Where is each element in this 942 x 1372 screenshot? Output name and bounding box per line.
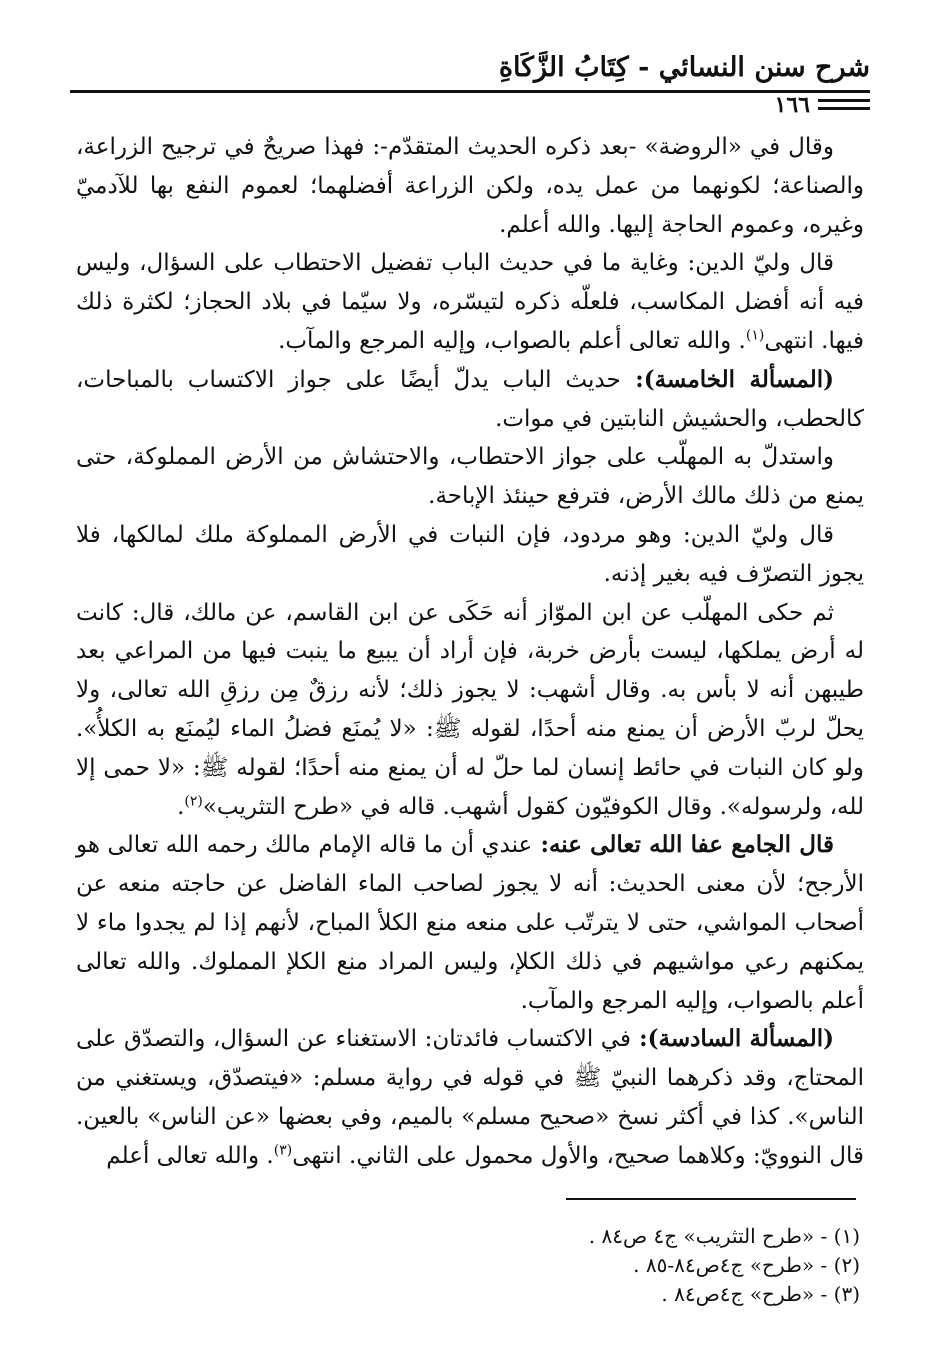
author-note-heading: قال الجامع عفا الله تعالى عنه: — [532, 831, 834, 859]
footnote-ref: (٢) — [184, 792, 203, 809]
paragraph: وقال في «الروضة» -بعد ذكره الحديث المتقدّم-: فهذا صريحٌ في ترجيح الزراعة، والصناعة؛ لكونهما من عمل يده، ولكن الزراعة أفضلهما؛ لعموم النفع بها للآدميّ وغيره، وعموم الحاجة إليها. والله أعلم. — [76, 134, 864, 238]
footnote: (٣) - «طرح» ج٤ص٨٤ . — [661, 1282, 860, 1306]
running-title: شرح سنن النسائي - كِتَابُ الزَّكَاةِ — [498, 52, 870, 83]
page-number: ١٦٦ — [774, 92, 810, 118]
footnote-ref: (٣) — [273, 1142, 293, 1159]
section-heading: (المسألة السادسة): — [630, 1025, 834, 1053]
page-number-row — [70, 92, 870, 120]
body-text — [76, 128, 864, 1176]
paragraph: (المسألة الخامسة): حديث الباب يدلّ أيضًا على جواز الاكتساب بالمباحات، كالحطب، والحشيش النابتين في موات. — [76, 365, 864, 432]
paragraph: واستدلّ به المهلّب على جواز الاحتطاب، والاحتشاش من الأرض المملوكة، حتى يمنع من ذلك مالك الأرض، فترفع حينئذ الإباحة. — [76, 444, 864, 510]
paragraph: (المسألة السادسة): في الاكتساب فائدتان: الاستغناء عن السؤال، والتصدّق على المحتاج، وقد ذكرهما النبيّ ﷺ في قوله في رواية مسلم: «فيتصدّق، ويستغني من الناس». كذا في أكثر نسخ «صحيح مسلم» بالميم، وفي بعضها «عن الناس» بالعين. قال النوويّ: وكلاهما صحيح، والأول محمول على الثاني. انتهى$^{(٣)}$. والله تعالى أعلم — [76, 1025, 864, 1169]
paragraph: قال وليّ الدين: وهو مردود، فإن النبات في الأرض المملوكة ملك لمالكها، فلا يجوز التصرّف فيه بغير إذنه. — [76, 521, 864, 587]
footnotes — [300, 1222, 860, 1309]
paragraph: قال الجامع عفا الله تعالى عنه: عندي أن ما قاله الإمام مالك رحمه الله تعالى هو الأرجح؛ لأن معنى الحديث: أنه لا يجوز لصاحب الماء الفاضل عن حاجته منعه عن أصحاب المواشي، حتى لا يترتّب على منعه منع الكلأ المباح، لأنهم إذا لم يجدوا ماء لا يمكنهم رعي مواشيهم في ذلك الكلإ، وليس المراد منع الكلإ المملوك. والله تعالى أعلم بالصواب، وإليه المرجع والمآب. — [76, 831, 864, 1014]
footnote-separator — [566, 1198, 856, 1200]
footnote-ref: (١) — [745, 327, 765, 344]
footnote: (٢) - «طرح» ج٤ص٨٤-٨٥ . — [633, 1253, 860, 1277]
page-number-ornament — [818, 99, 870, 115]
footnote: (١) - «طرح التثريب» ج٤ ص٨٤ . — [588, 1224, 860, 1248]
running-header — [70, 48, 870, 88]
section-heading: (المسألة الخامسة): — [620, 365, 834, 393]
paragraph: قال وليّ الدين: وغاية ما في حديث الباب تفضيل الاحتطاب على السؤال، وليس فيه أنه أفضل المكاسب، فلعلّه ذكره لتيسّره، ولا سيّما في بلاد الحجاز؛ لكثرة ذلك فيها. انتهى$^{(١)}$. والله تعالى أعلم بالصواب، وإليه المرجع والمآب. — [76, 250, 864, 354]
paragraph: ثم حكى المهلّب عن ابن الموّاز أنه حَكَى عن ابن القاسم، عن مالك، قال: كانت له أرض يملكها، ليست بأرض خربة، فإن أراد أن يبيع ما ينبت فيها من المراعي بعد طيبهن أنه لا بأس به. وقال أشهب: لا يجوز ذلك؛ لأنه رزقٌ مِن رزقِ الله تعالى، ولا يحلّ لربّ الأرض أن يمنع منه أحدًا، لقوله ﷺ: «لا يُمنَع فضلُ الماء ليُمنَع به الكلأُ». ولو كان النبات في حائط إنسان لما حلّ له أن يمنع منه أحدًا؛ لقوله ﷺ: «لا حمى إلا لله، ولرسوله». وقال الكوفيّون كقول أشهب. قاله في «طرح التثريب»$^{(٢)}$. — [76, 599, 864, 820]
